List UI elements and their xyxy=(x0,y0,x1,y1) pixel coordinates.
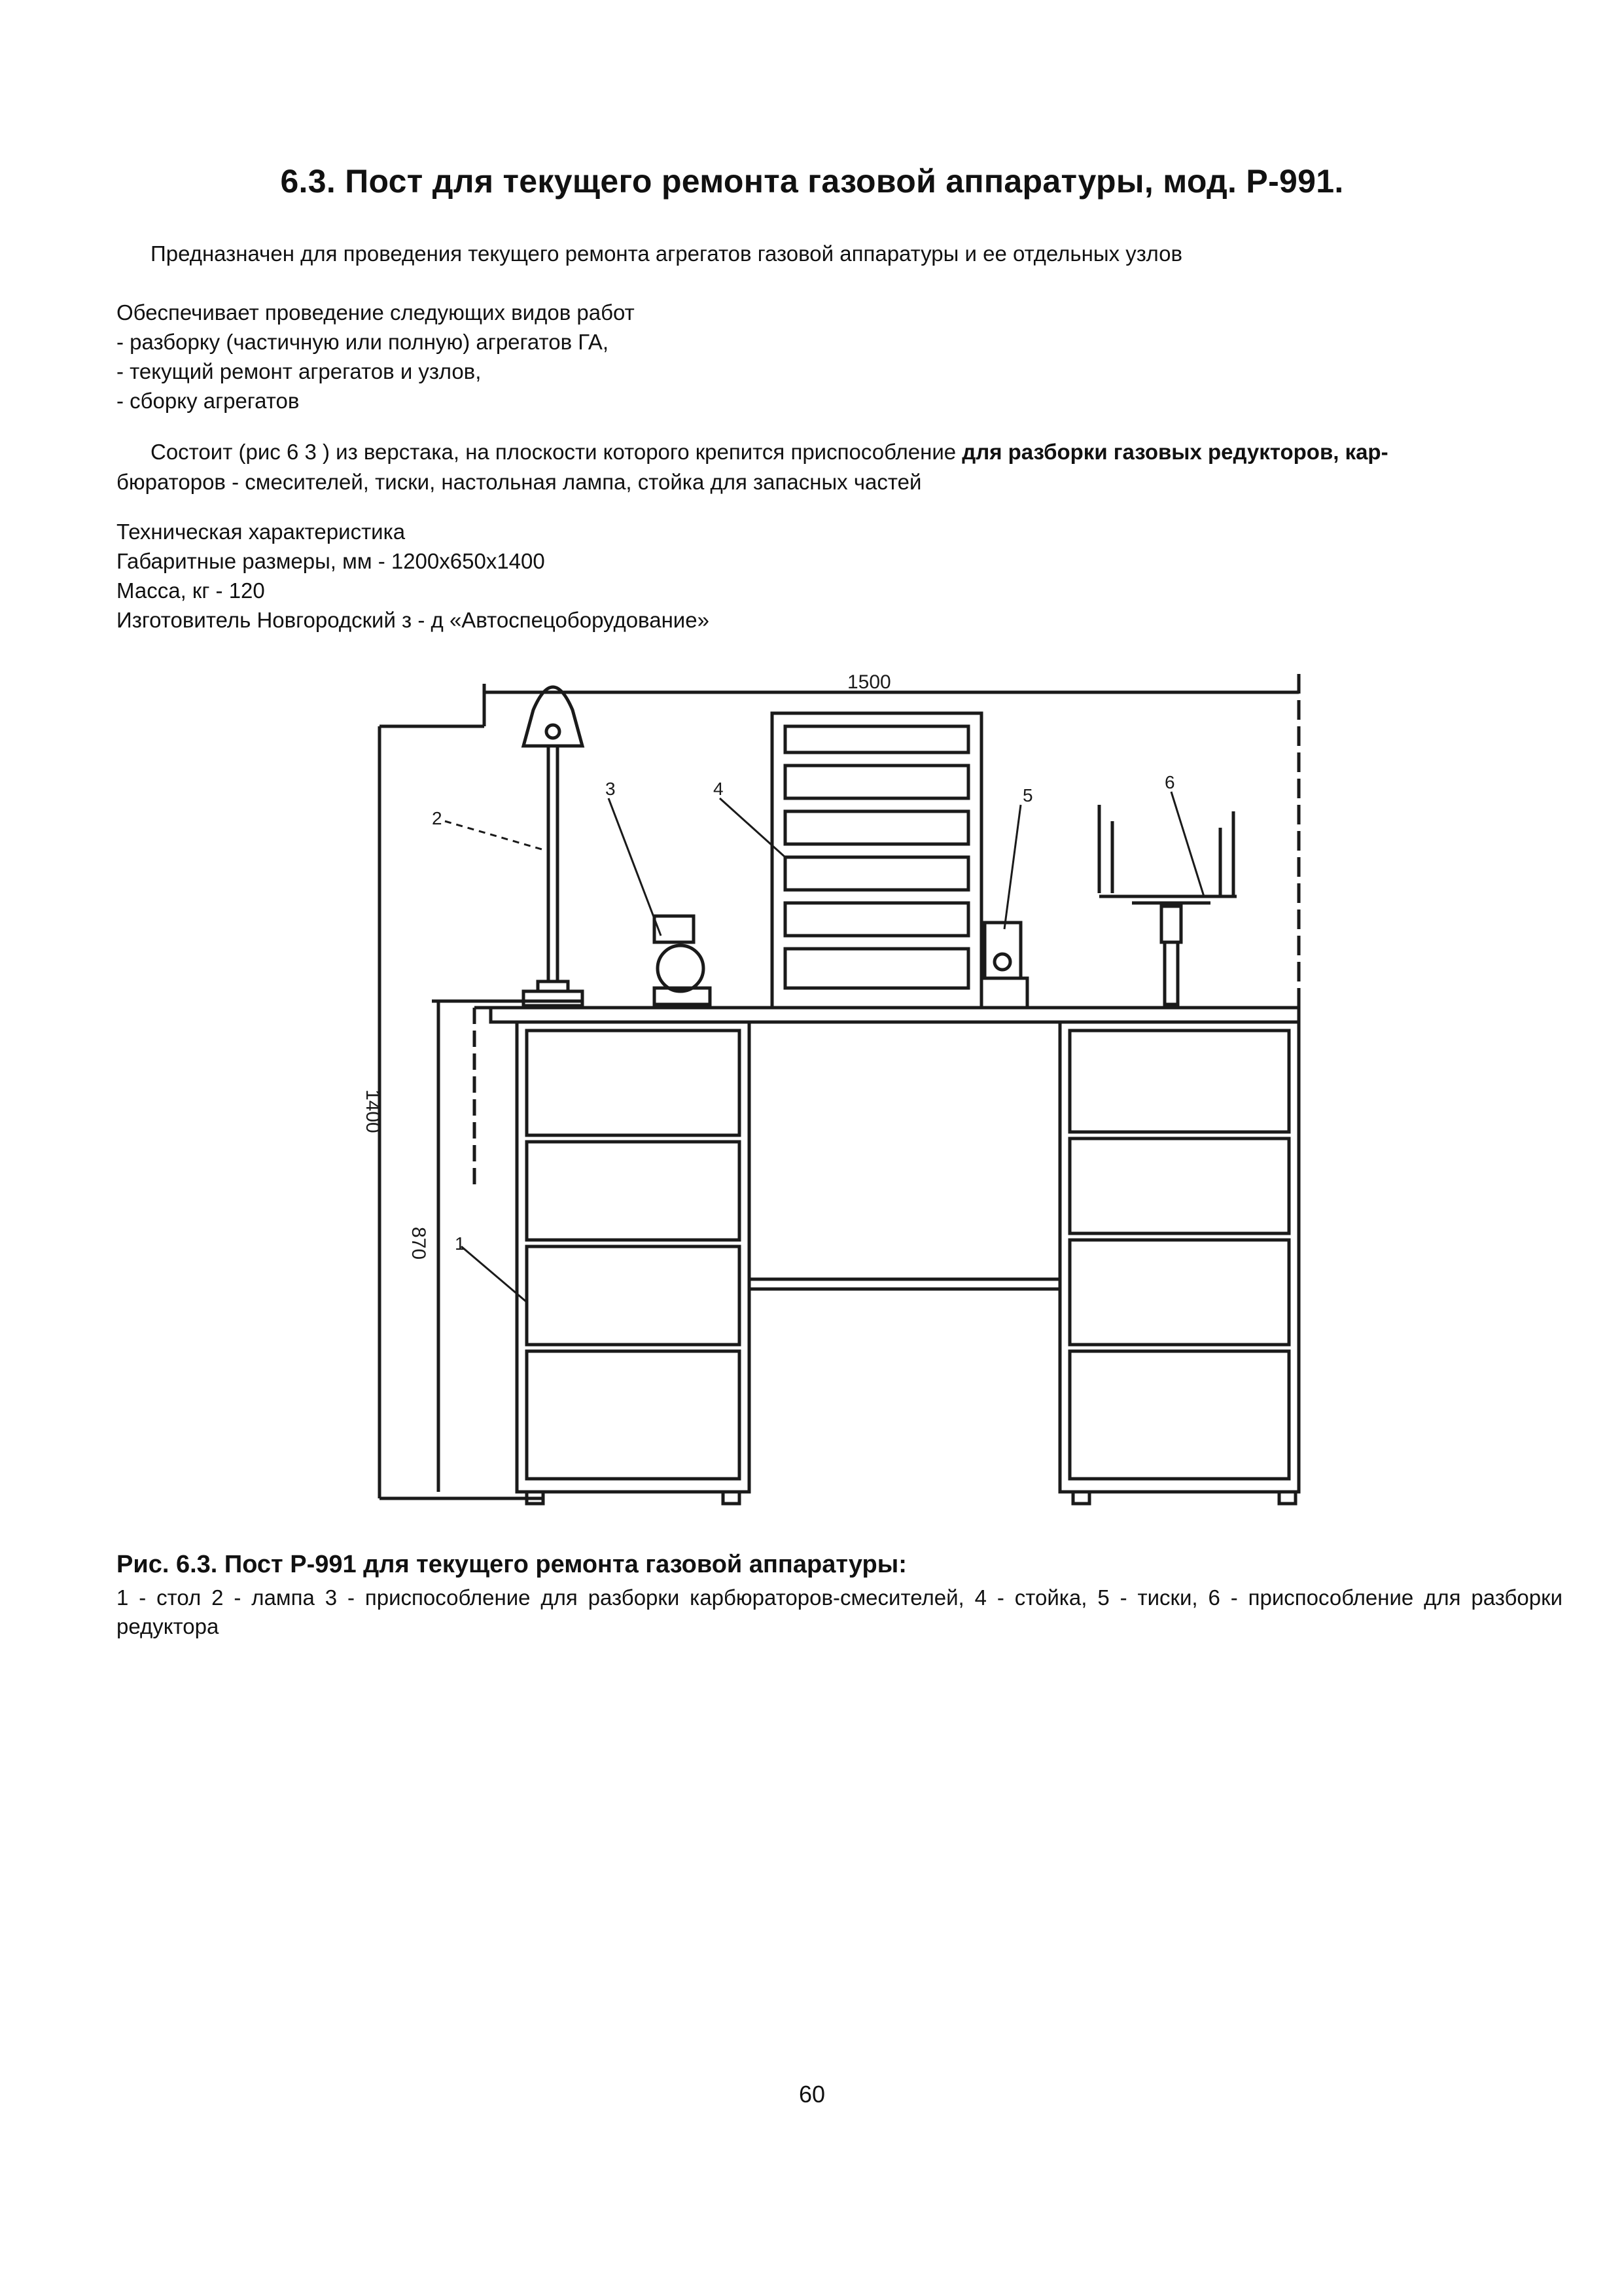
rack-shelf xyxy=(785,857,968,890)
composition-bold: для разборки газовых редукторов, кар- xyxy=(962,440,1388,464)
workbench-drawing xyxy=(362,654,1322,1518)
rack-shelf xyxy=(785,766,968,798)
works-item: - разборку (частичную или полную) агрегатов ГА, xyxy=(116,330,609,354)
foot xyxy=(1279,1492,1296,1504)
parts-rack xyxy=(772,713,981,1008)
reducer-column xyxy=(1165,942,1178,1004)
carb-device-body xyxy=(658,945,703,991)
callout-1: 1 xyxy=(455,1233,465,1254)
drawer xyxy=(527,1351,739,1479)
callout-3: 3 xyxy=(605,779,616,799)
drawer xyxy=(527,1031,739,1135)
drawer xyxy=(1070,1240,1289,1345)
composition-normal: Состоит (рис 6 3 ) из верстака, на плоскости которого крепится приспособление xyxy=(150,440,962,464)
vise-base xyxy=(981,978,1027,1008)
drawer xyxy=(1070,1139,1289,1233)
drawer xyxy=(1070,1031,1289,1132)
rack-shelf xyxy=(785,811,968,844)
specs-maker: Изготовитель Новгородский з - д «Автоспецоборудование» xyxy=(116,608,709,632)
page-title: 6.3. Пост для текущего ремонта газовой аппаратуры, мод. Р-991. xyxy=(280,163,1344,200)
dim-height-label: 1400 xyxy=(362,1089,383,1133)
foot xyxy=(723,1492,739,1504)
dim-table-label: 870 xyxy=(408,1227,429,1260)
leader-2 xyxy=(445,821,546,851)
rack-shelf xyxy=(785,949,968,988)
carb-device-top xyxy=(654,916,694,942)
leader-4 xyxy=(720,798,785,857)
callout-5: 5 xyxy=(1023,785,1033,805)
foot xyxy=(1073,1492,1089,1504)
dim-width-label: 1500 xyxy=(847,671,891,693)
figure-caption-title: Рис. 6.3. Пост Р-991 для текущего ремонта газовой аппаратуры: xyxy=(116,1551,907,1578)
specs-mass: Масса, кг - 120 xyxy=(116,578,265,603)
callout-4: 4 xyxy=(713,779,724,799)
vise-screw xyxy=(995,954,1010,970)
rack-shelf xyxy=(785,726,968,752)
works-item: - сборку агрегатов xyxy=(116,389,300,413)
purpose-text: Предназначен для проведения текущего ремонта агрегатов газовой аппаратуры и ее отдельных узлов xyxy=(150,241,1183,266)
lamp-bulb xyxy=(546,725,559,738)
right-pedestal xyxy=(1060,1022,1299,1492)
leader-3 xyxy=(609,798,661,936)
leader-5 xyxy=(1004,805,1021,929)
callout-6: 6 xyxy=(1165,772,1175,792)
callout-2: 2 xyxy=(432,808,442,828)
specs-heading: Техническая характеристика xyxy=(116,520,406,544)
page-number: 60 xyxy=(798,2081,826,2108)
drawer xyxy=(527,1246,739,1345)
drawer xyxy=(1070,1351,1289,1479)
left-pedestal xyxy=(517,1022,749,1492)
composition-line-1 xyxy=(116,437,1556,467)
leader-6 xyxy=(1171,792,1204,896)
composition-line-2: бюраторов - смесителей, тиски, настольная лампа, стойка для запасных частей xyxy=(116,470,922,494)
figure-caption-text: 1 - стол 2 - лампа 3 - приспособление для разборки карбюраторов-смесителей, 4 - стойка, 5 - тиски, 6 - приспособление для разборки редуктора xyxy=(116,1585,1562,1638)
tabletop xyxy=(491,1008,1299,1022)
works-item: - текущий ремонт агрегатов и узлов, xyxy=(116,359,482,383)
rack-shelf xyxy=(785,903,968,936)
specs-dimensions: Габаритные размеры, мм - 1200x650x1400 xyxy=(116,549,545,573)
drawer xyxy=(527,1142,739,1240)
works-heading: Обеспечивает проведение следующих видов работ xyxy=(116,300,635,325)
lamp-foot xyxy=(523,991,582,1006)
reducer-column xyxy=(1161,906,1181,942)
